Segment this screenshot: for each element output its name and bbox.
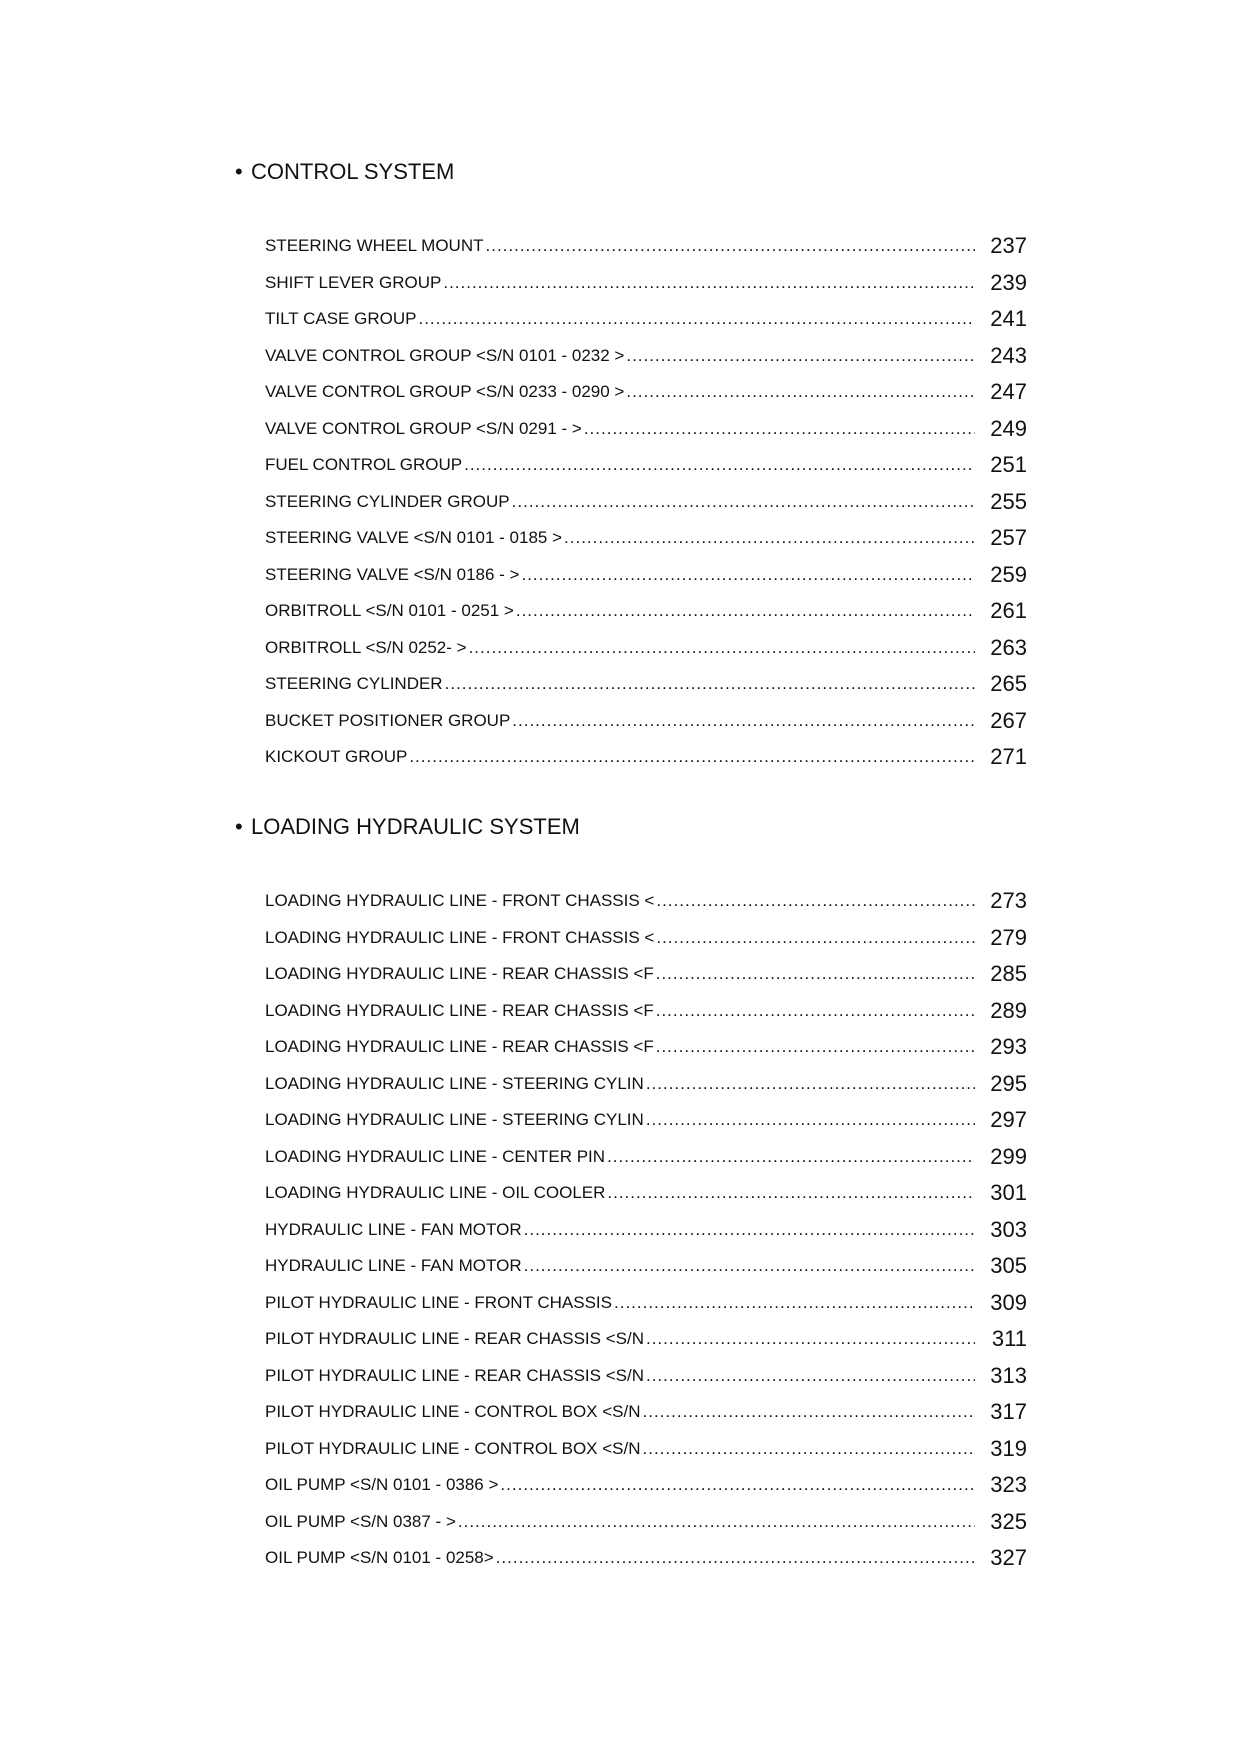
dot-leader <box>626 382 975 402</box>
toc-entry-page-number: 247 <box>990 379 1027 405</box>
dot-leader <box>418 309 975 329</box>
toc-entry[interactable] <box>265 666 1027 703</box>
toc-entry-page-number: 303 <box>990 1216 1027 1242</box>
section-heading <box>235 811 1241 843</box>
dot-leader <box>646 1074 975 1094</box>
dot-leader <box>512 711 975 731</box>
toc-entry-page-number: 259 <box>990 561 1027 587</box>
toc-entry[interactable] <box>265 338 1027 375</box>
toc-entry-page-number: 327 <box>990 1545 1027 1571</box>
toc-entry[interactable] <box>265 1248 1027 1285</box>
toc-entry-page-number: 305 <box>990 1253 1027 1279</box>
toc-entry-page-number: 297 <box>990 1107 1027 1133</box>
toc-entry-page-number: 273 <box>990 888 1027 914</box>
dot-leader <box>656 964 975 984</box>
toc-entry-title: STEERING VALVE <S/N 0101 - 0185 > <box>265 528 563 548</box>
dot-leader <box>524 1256 975 1276</box>
dot-leader <box>464 455 975 475</box>
dot-leader <box>521 565 975 585</box>
toc-entry-title: PILOT HYDRAULIC LINE - CONTROL BOX <S/N <box>265 1402 641 1422</box>
toc-entry[interactable] <box>265 374 1027 411</box>
toc-entry-page-number: 313 <box>990 1362 1027 1388</box>
toc-entry-title: OIL PUMP <S/N 0101 - 0258> <box>265 1548 494 1568</box>
bullet-icon: • <box>235 814 243 839</box>
dot-leader <box>656 928 975 948</box>
dot-leader <box>656 1037 975 1057</box>
toc-entry-title: OIL PUMP <S/N 0387 - > <box>265 1511 456 1531</box>
dot-leader <box>443 273 975 293</box>
dot-leader <box>656 891 975 911</box>
toc-entry[interactable] <box>265 411 1027 448</box>
toc-entry-page-number: 309 <box>990 1289 1027 1315</box>
bullet-icon: • <box>235 159 243 184</box>
toc-entry-title: VALVE CONTROL GROUP <S/N 0291 - > <box>265 418 582 438</box>
toc-entry-page-number: 263 <box>990 634 1027 660</box>
toc-entry-page-number: 239 <box>990 269 1027 295</box>
toc-entry-title: LOADING HYDRAULIC LINE - STEERING CYLIN <box>265 1110 644 1130</box>
toc-entry-title: LOADING HYDRAULIC LINE - REAR CHASSIS <F <box>265 1000 654 1020</box>
toc-entry-title: PILOT HYDRAULIC LINE - CONTROL BOX <S/N <box>265 1438 641 1458</box>
dot-leader <box>614 1293 975 1313</box>
toc-entry-title: PILOT HYDRAULIC LINE - REAR CHASSIS <S/N <box>265 1329 644 1349</box>
toc-entry-title: STEERING WHEEL MOUNT <box>265 236 484 256</box>
toc-entry[interactable] <box>265 1066 1027 1103</box>
toc-entry-page-number: 279 <box>990 924 1027 950</box>
toc-entry[interactable] <box>265 301 1027 338</box>
toc-entry-title: LOADING HYDRAULIC LINE - FRONT CHASSIS < <box>265 927 655 947</box>
dot-leader <box>643 1439 975 1459</box>
section-heading-text: LOADING HYDRAULIC SYSTEM <box>251 814 580 839</box>
toc-entry-title: VALVE CONTROL GROUP <S/N 0233 - 0290 > <box>265 382 625 402</box>
toc-entry-page-number: 317 <box>990 1399 1027 1425</box>
toc-entry-page-number: 265 <box>990 671 1027 697</box>
dot-leader <box>512 492 975 512</box>
toc-entry-title: TILT CASE GROUP <box>265 309 417 329</box>
toc-entry-title: FUEL CONTROL GROUP <box>265 455 463 475</box>
section-heading <box>235 156 1241 188</box>
toc-entry-page-number: 325 <box>990 1508 1027 1534</box>
toc-entry[interactable] <box>265 1029 1027 1066</box>
toc-entry[interactable] <box>265 593 1027 630</box>
toc-entry-title: PILOT HYDRAULIC LINE - FRONT CHASSIS <box>265 1292 612 1312</box>
toc-entry[interactable] <box>265 920 1027 957</box>
toc-entry-page-number: 237 <box>990 233 1027 259</box>
toc-list <box>0 883 1241 1577</box>
dot-leader <box>486 236 976 256</box>
dot-leader <box>607 1183 975 1203</box>
toc-entry-page-number: 301 <box>990 1180 1027 1206</box>
toc-list <box>0 228 1241 776</box>
toc-entry-title: HYDRAULIC LINE - FAN MOTOR <box>265 1219 522 1239</box>
toc-entry-title: HYDRAULIC LINE - FAN MOTOR <box>265 1256 522 1276</box>
toc-entry[interactable] <box>265 1175 1027 1212</box>
toc-entry[interactable] <box>265 1212 1027 1249</box>
toc-entry-page-number: 323 <box>990 1472 1027 1498</box>
toc-entry[interactable] <box>265 703 1027 740</box>
toc-entry-title: LOADING HYDRAULIC LINE - OIL COOLER <box>265 1183 606 1203</box>
toc-entry-title: SHIFT LEVER GROUP <box>265 272 442 292</box>
toc-entry-page-number: 295 <box>990 1070 1027 1096</box>
toc-entry[interactable] <box>265 265 1027 302</box>
dot-leader <box>656 1001 975 1021</box>
dot-leader <box>409 747 975 767</box>
dot-leader <box>500 1475 975 1495</box>
toc-entry[interactable] <box>265 739 1027 776</box>
toc-entry-title: ORBITROLL <S/N 0101 - 0251 > <box>265 601 514 621</box>
toc-entry[interactable] <box>265 1431 1027 1468</box>
toc-entry[interactable] <box>265 1504 1027 1541</box>
toc-entry[interactable] <box>265 484 1027 521</box>
toc-entry-page-number: 311 <box>991 1326 1027 1352</box>
toc-entry-title: LOADING HYDRAULIC LINE - FRONT CHASSIS < <box>265 891 655 911</box>
toc-entry-page-number: 241 <box>990 306 1027 332</box>
toc-entry-page-number: 285 <box>990 961 1027 987</box>
toc-entry[interactable] <box>265 630 1027 667</box>
toc-entry-page-number: 289 <box>990 997 1027 1023</box>
toc-entry[interactable] <box>265 1540 1027 1577</box>
dot-leader <box>469 638 975 658</box>
toc-entry-title: STEERING CYLINDER <box>265 674 443 694</box>
toc-entry[interactable] <box>265 1139 1027 1176</box>
dot-leader <box>458 1512 975 1532</box>
toc-entry[interactable] <box>265 557 1027 594</box>
toc-entry[interactable] <box>265 1321 1027 1358</box>
toc-entry-page-number: 251 <box>990 452 1027 478</box>
dot-leader <box>516 601 975 621</box>
toc-entry-page-number: 243 <box>990 342 1027 368</box>
toc-entry[interactable] <box>265 520 1027 557</box>
toc-entry[interactable] <box>265 956 1027 993</box>
toc-entry[interactable] <box>265 1358 1027 1395</box>
dot-leader <box>626 346 975 366</box>
toc-entry-page-number: 255 <box>990 488 1027 514</box>
dot-leader <box>496 1548 975 1568</box>
dot-leader <box>607 1147 975 1167</box>
toc-entry[interactable] <box>265 228 1027 265</box>
toc-entry[interactable] <box>265 447 1027 484</box>
toc-entry-title: ORBITROLL <S/N 0252- > <box>265 637 467 657</box>
toc-entry-title: KICKOUT GROUP <box>265 747 408 767</box>
toc-entry-title: LOADING HYDRAULIC LINE - REAR CHASSIS <F <box>265 1037 654 1057</box>
toc-entry-page-number: 271 <box>990 744 1027 770</box>
toc-entry-title: OIL PUMP <S/N 0101 - 0386 > <box>265 1475 499 1495</box>
toc-entry[interactable] <box>265 1285 1027 1322</box>
toc-entry[interactable] <box>265 1467 1027 1504</box>
toc-entry-page-number: 267 <box>990 707 1027 733</box>
toc-entry-title: STEERING VALVE <S/N 0186 - > <box>265 564 520 584</box>
toc-entry-page-number: 293 <box>990 1034 1027 1060</box>
dot-leader <box>564 528 975 548</box>
toc-entry-title: PILOT HYDRAULIC LINE - REAR CHASSIS <S/N <box>265 1365 644 1385</box>
dot-leader <box>646 1110 975 1130</box>
dot-leader <box>584 419 975 439</box>
dot-leader <box>643 1402 975 1422</box>
toc-entry-title: LOADING HYDRAULIC LINE - CENTER PIN <box>265 1146 606 1166</box>
dot-leader <box>646 1366 975 1386</box>
toc-entry-title: LOADING HYDRAULIC LINE - REAR CHASSIS <F <box>265 964 654 984</box>
toc-entry-title: VALVE CONTROL GROUP <S/N 0101 - 0232 > <box>265 345 625 365</box>
toc-entry[interactable] <box>265 1102 1027 1139</box>
section-control-system <box>0 156 1241 776</box>
toc-entry-title: BUCKET POSITIONER GROUP <box>265 710 511 730</box>
toc-entry[interactable] <box>265 1394 1027 1431</box>
toc-entry-page-number: 299 <box>990 1143 1027 1169</box>
toc-entry[interactable] <box>265 883 1027 920</box>
toc-entry-page-number: 257 <box>990 525 1027 551</box>
dot-leader <box>646 1329 975 1349</box>
toc-entry-title: LOADING HYDRAULIC LINE - STEERING CYLIN <box>265 1073 644 1093</box>
section-heading-text: CONTROL SYSTEM <box>251 159 455 184</box>
toc-entry-page-number: 249 <box>990 415 1027 441</box>
dot-leader <box>445 674 975 694</box>
section-loading-hydraulic-system <box>0 811 1241 1577</box>
dot-leader <box>524 1220 975 1240</box>
toc-entry-page-number: 319 <box>990 1435 1027 1461</box>
toc-entry-page-number: 261 <box>990 598 1027 624</box>
toc-entry[interactable] <box>265 993 1027 1030</box>
toc-entry-title: STEERING CYLINDER GROUP <box>265 491 510 511</box>
